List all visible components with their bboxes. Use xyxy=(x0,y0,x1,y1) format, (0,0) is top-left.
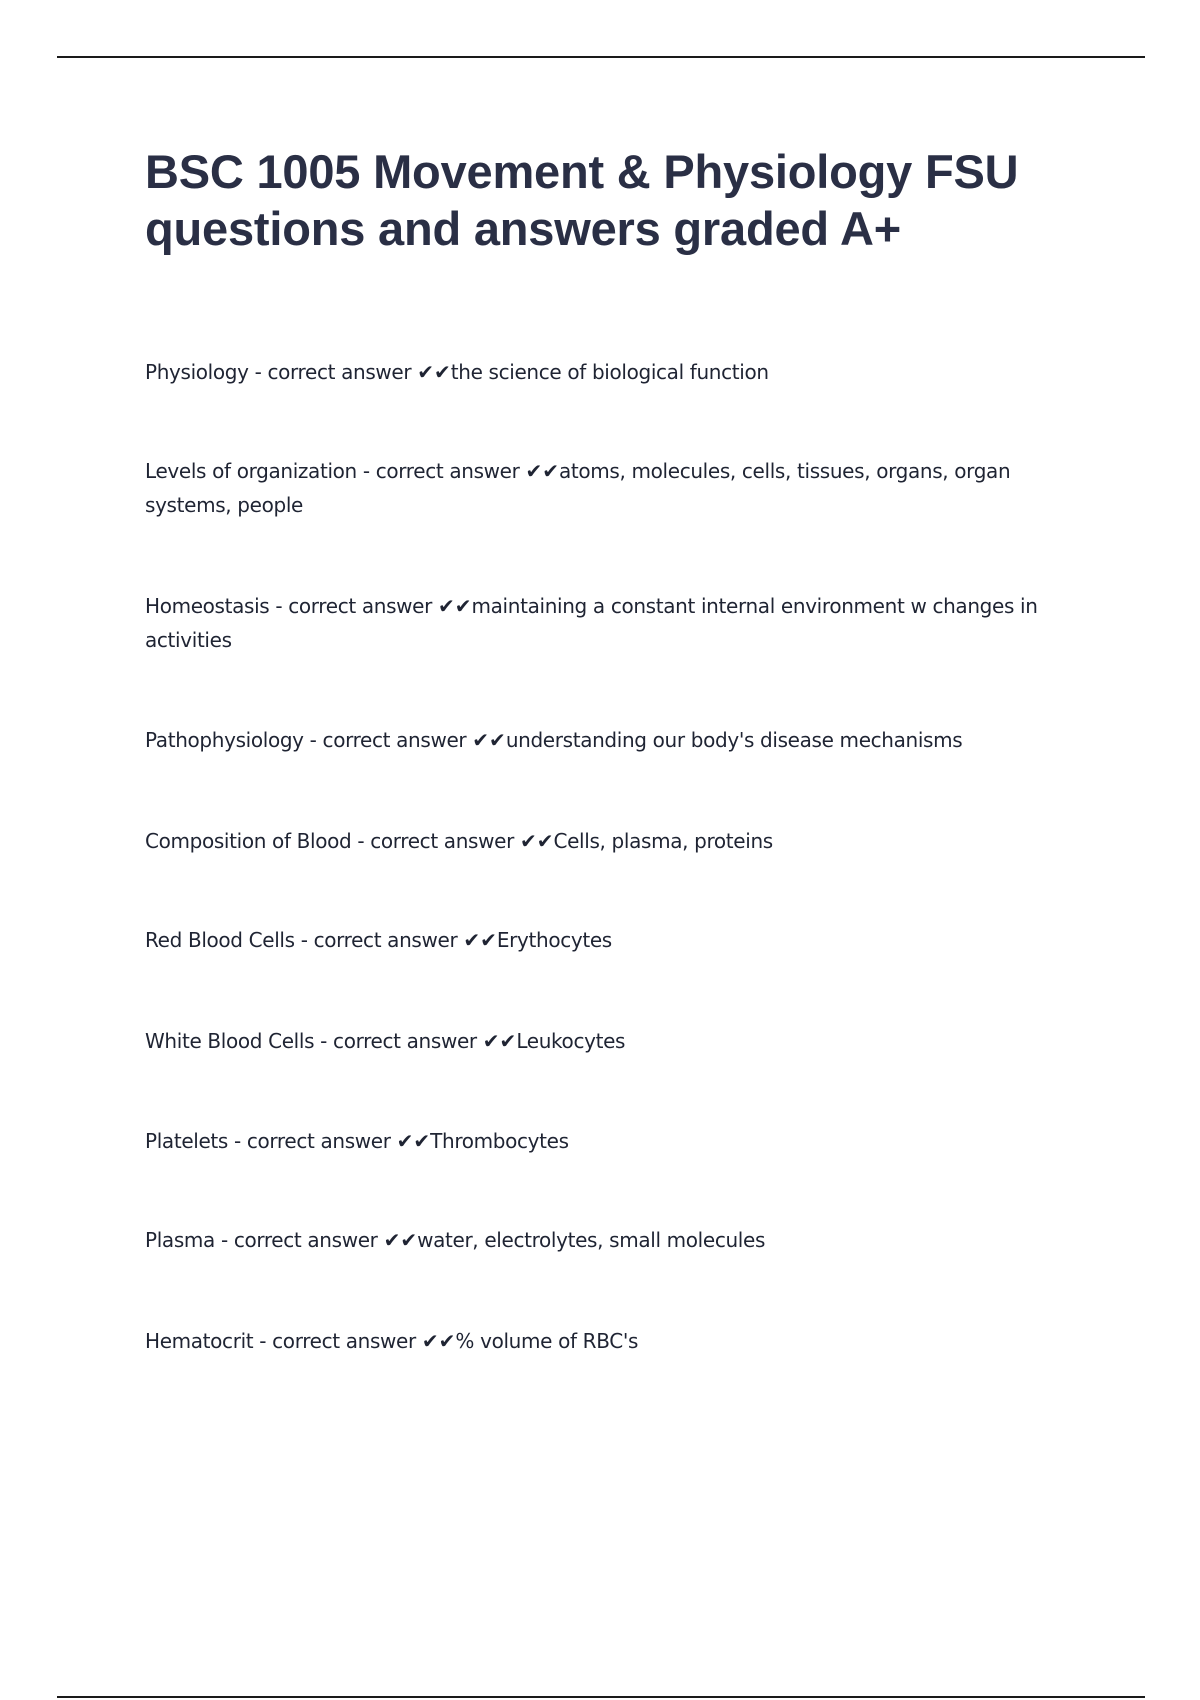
qa-item xyxy=(145,454,1075,522)
qa-separator: - correct answer xyxy=(269,594,438,618)
double-check-icon: ✔✔ xyxy=(519,829,554,853)
qa-separator: - correct answer xyxy=(248,360,418,384)
double-check-icon: ✔✔ xyxy=(417,360,451,384)
qa-separator: - correct answer xyxy=(303,728,473,752)
double-check-icon: ✔✔ xyxy=(421,1329,456,1353)
qa-answer: Thrombocytes xyxy=(430,1129,569,1153)
qa-item xyxy=(145,723,1075,757)
qa-term: Levels of organization xyxy=(145,459,357,483)
double-check-icon: ✔✔ xyxy=(383,1228,418,1252)
qa-separator: - correct answer xyxy=(356,459,526,483)
qa-answer: % volume of RBC's xyxy=(455,1329,639,1353)
double-check-icon: ✔✔ xyxy=(438,594,472,618)
qa-answer: Cells, plasma, proteins xyxy=(553,829,773,853)
qa-answer: Leukocytes xyxy=(516,1029,626,1053)
double-check-icon: ✔✔ xyxy=(525,459,560,483)
qa-separator: - correct answer xyxy=(351,829,520,853)
double-check-icon: ✔✔ xyxy=(463,928,497,952)
double-check-icon: ✔✔ xyxy=(396,1129,431,1153)
qa-answer: understanding our body's disease mechanisms xyxy=(505,728,963,752)
qa-term: Platelets xyxy=(145,1129,228,1153)
qa-term: Physiology xyxy=(145,360,249,384)
qa-item xyxy=(145,1324,1075,1358)
qa-item xyxy=(145,589,1075,657)
qa-term: Pathophysiology xyxy=(145,728,304,752)
qa-separator: - correct answer xyxy=(314,1029,483,1053)
qa-term: Red Blood Cells xyxy=(145,928,295,952)
qa-term: Composition of Blood xyxy=(145,829,352,853)
bottom-rule xyxy=(57,1696,1145,1698)
qa-term: Homeostasis xyxy=(145,594,270,618)
qa-item xyxy=(145,923,1075,957)
qa-separator: - correct answer xyxy=(253,1329,422,1353)
qa-answer: the science of biological function xyxy=(450,360,769,384)
qa-term: Hematocrit xyxy=(145,1329,254,1353)
qa-item xyxy=(145,824,1075,858)
document-title: BSC 1005 Movement & Physiology FSU questions and answers graded A+ xyxy=(145,145,1019,255)
qa-separator: - correct answer xyxy=(294,928,464,952)
qa-answer: atoms, molecules, cells, tissues, organs, organ systems, people xyxy=(145,459,1011,517)
qa-answer: Erythocytes xyxy=(496,928,612,952)
qa-separator: - correct answer xyxy=(228,1129,397,1153)
qa-term: White Blood Cells xyxy=(145,1029,315,1053)
qa-item xyxy=(145,355,1075,389)
qa-item xyxy=(145,1124,1075,1158)
qa-separator: - correct answer xyxy=(214,1228,384,1252)
qa-answer: water, electrolytes, small molecules xyxy=(417,1228,766,1252)
double-check-icon: ✔✔ xyxy=(482,1029,517,1053)
top-rule xyxy=(57,56,1145,58)
qa-item xyxy=(145,1024,1075,1058)
qa-answer: maintaining a constant internal environment w changes in activities xyxy=(145,594,1038,652)
qa-term: Plasma xyxy=(145,1228,215,1252)
double-check-icon: ✔✔ xyxy=(472,728,506,752)
qa-item xyxy=(145,1223,1075,1257)
